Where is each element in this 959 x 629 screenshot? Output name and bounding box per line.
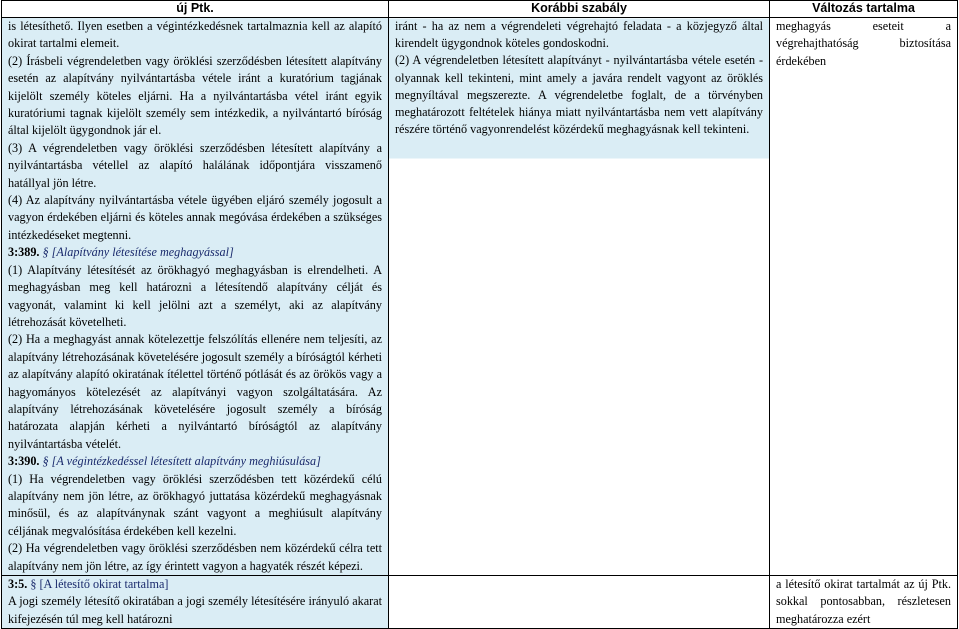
paragraph: (2) Ha a meghagyást annak kötelezettje felszólítás ellenére nem teljesíti, az alapítvány létrehozásának követelésére jogosult személy a bíróságtól kérheti az alapítvány alapító okiratának ítélettel történő pótlását és az örökös vagy a hagyományos kötelezését az alapítványi vagyon szolgáltatására. Az alapítvány létrehozásának követelésére jogosult személy a bíróság határozata alapján kérheti a nyilvántartó bíróságtól az alapítvány nyilvántartásba vételét. bbox=[8, 332, 382, 451]
section-number: 3:390. bbox=[8, 454, 40, 469]
paragraph: (2) Írásbeli végrendeletben vagy öröklési szerződésben létesített alapítvány esetén az alapítvány nyilvántartásba vétele iránt a kuratórium tagjának kijelölt személy köteles eljárni. Ha a nyilvántartásba vétel iránt egyik kuratóriumi tagnak kijelölt személy sem intézkedik, a nyilvántartó bíróság által kijelölt ügygondnok jár el. bbox=[8, 53, 382, 138]
section-number: 3:5. bbox=[8, 577, 28, 591]
section-heading bbox=[8, 576, 382, 593]
paragraph: (2) A végrendeletben létesített alapítványt - nyilvántartásba vétele esetén - olyannak kell tekinteni, mint amely a javára rendelt vagyont az öröklés megnyíltával megszerezte. A végrendeletbe foglalt, de a törvényben meghatározott feltételek hiánya miatt nyilvántartásba nem vett alapítvány részére történő vagyonrendelést közérdekű meghagyásnak kell tekinteni. bbox=[395, 53, 763, 137]
paragraph: A jogi személy létesítő okiratában a jogi személy létesítésére irányuló akarat kifejezésén túl meg kell határozni bbox=[8, 594, 382, 626]
cell-old-rule-empty bbox=[389, 576, 770, 629]
section-title: § [A létesítő okirat tartalma] bbox=[30, 577, 169, 591]
paragraph: iránt - ha az nem a végrendeleti végrehajtó feladata - a közjegyző által kirendelt ügygondnok köteles gondoskodni. bbox=[395, 19, 763, 51]
cell-change bbox=[770, 576, 958, 629]
header-row bbox=[2, 1, 958, 18]
paragraph: meghagyás eseteit a végrehajthatóság biztosítása érdekében bbox=[776, 19, 951, 68]
cell-new-rule bbox=[2, 18, 389, 576]
section-heading bbox=[8, 244, 382, 261]
cell-change bbox=[770, 18, 958, 576]
section-title: § [Alapítvány létesítése meghagyással] bbox=[42, 245, 234, 260]
comparison-table bbox=[1, 0, 958, 629]
paragraph: is létesíthető. Ilyen esetben a végintézkedésnek tartalmaznia kell az alapító okirat tartalmi elemeit. bbox=[8, 19, 382, 51]
paragraph: (1) Alapítvány létesítését az örökhagyó meghagyásban is elrendelheti. A meghagyásban meg kell határozni a létesítendő alapítvány célját és vagyonát, valamint ki kell jelölni azt a személyt, aki az alapítvány létrehozását követelheti. bbox=[8, 262, 382, 329]
table-row bbox=[2, 576, 958, 629]
cell-old-rule bbox=[389, 18, 770, 576]
table-row bbox=[2, 18, 958, 576]
paragraph: (2) Ha végrendeletben vagy öröklési szerződésben nem közérdekű célra tett alapítvány nem jön létre, az így érintett vagyon a hagyaték részét képezi. bbox=[8, 541, 382, 573]
paragraph: a létesítő okirat tartalmát az új Ptk. sokkal pontosabban, részletesen meghatározza ezért bbox=[776, 577, 951, 626]
section-heading bbox=[8, 453, 382, 470]
header-new-ptk: új Ptk. bbox=[2, 1, 389, 18]
cell-new-rule bbox=[2, 576, 389, 629]
paragraph: (1) Ha végrendeletben vagy öröklési szerződésben tett közérdekű célú alapítvány nem jön létre, az örökhagyó juttatása közérdekű meghagyásnak minősül, és az alapítványnak szánt vagyont a meghiúsult alapítvány céljának megvalósítása érdekében kell kezelni. bbox=[8, 471, 382, 538]
section-title: § [A végintézkedéssel létesített alapítvány meghiúsulása] bbox=[42, 454, 321, 469]
paragraph: (4) Az alapítvány nyilvántartásba vétele ügyében eljáró személy jogosult a vagyon érdekében eljárni és köteles annak megóvása érdekében a szükséges intézkedéseket megtenni. bbox=[8, 193, 382, 242]
section-number: 3:389. bbox=[8, 245, 40, 260]
header-old-rule: Korábbi szabály bbox=[389, 1, 770, 18]
header-change: Változás tartalma bbox=[770, 1, 958, 18]
paragraph: (3) A végrendeletben vagy öröklési szerződésben létesített alapítvány a nyilvántartásba vétellel az alapító halálának időpontjára visszamenő hatállyal jön létre. bbox=[8, 140, 382, 190]
